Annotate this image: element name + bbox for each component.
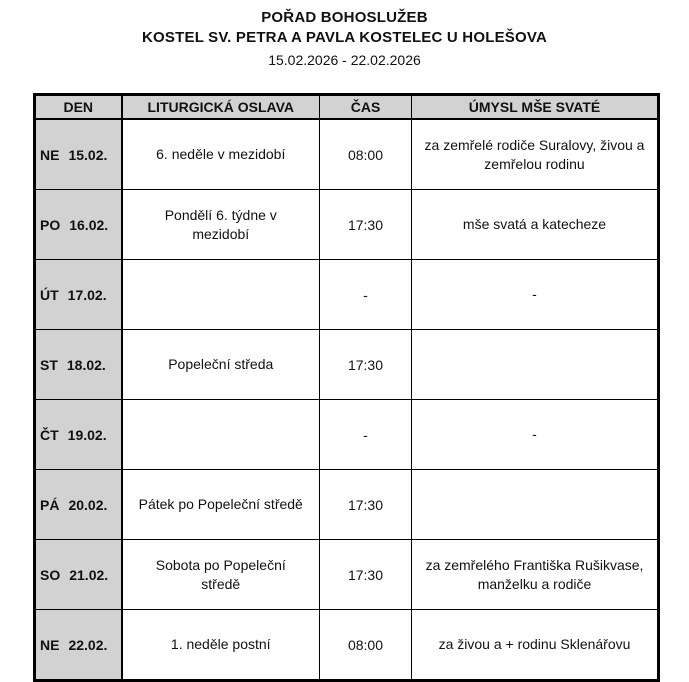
day-cell xyxy=(35,330,122,400)
intention-cell: mše svatá a katecheze xyxy=(412,190,659,260)
day-abbr: ST xyxy=(40,356,58,373)
day-abbr: PÁ xyxy=(40,496,60,513)
table-row xyxy=(35,330,659,400)
time-cell: - xyxy=(320,400,412,470)
day-cell xyxy=(35,119,122,190)
celebration-cell xyxy=(122,260,320,330)
day-date: 21.02. xyxy=(69,566,109,583)
day-cell xyxy=(35,190,122,260)
day-abbr: ČT xyxy=(40,426,59,443)
table-row xyxy=(35,400,659,470)
time-cell: 08:00 xyxy=(320,610,412,681)
table-body xyxy=(35,119,659,681)
time-cell: 17:30 xyxy=(320,330,412,400)
column-header-cas: ČAS xyxy=(320,95,412,120)
time-cell: 17:30 xyxy=(320,190,412,260)
title-block xyxy=(0,0,689,70)
header-row xyxy=(35,95,659,120)
intention-cell xyxy=(412,330,659,400)
celebration-cell: Popeleční středa xyxy=(122,330,320,400)
day-date: 20.02. xyxy=(68,496,108,513)
day-date: 16.02. xyxy=(69,216,109,233)
celebration-cell: Sobota po Popeleční středě xyxy=(122,540,320,610)
day-date: 19.02. xyxy=(67,426,107,443)
table-row xyxy=(35,610,659,681)
page-title: POŘAD BOHOSLUŽEB xyxy=(261,9,428,26)
day-date: 22.02. xyxy=(68,636,108,653)
intention-cell: za zemřelé rodiče Suralovy, živou a zemřelou rodinu xyxy=(412,119,659,190)
celebration-cell: 1. neděle postní xyxy=(122,610,320,681)
day-date: 18.02. xyxy=(66,356,106,373)
celebration-cell: 6. neděle v mezidobí xyxy=(122,119,320,190)
day-cell xyxy=(35,470,122,540)
intention-cell xyxy=(412,470,659,540)
celebration-cell xyxy=(122,400,320,470)
day-cell xyxy=(35,400,122,470)
table-row xyxy=(35,470,659,540)
schedule-table xyxy=(33,93,660,682)
column-header-liturgicka-oslava: LITURGICKÁ OSLAVA xyxy=(122,95,320,120)
intention-cell: - xyxy=(412,260,659,330)
intention-cell: - xyxy=(412,400,659,470)
table-header xyxy=(35,95,659,120)
intention-cell: za živou a + rodinu Sklenářovu xyxy=(412,610,659,681)
table-row xyxy=(35,190,659,260)
day-abbr: PO xyxy=(40,216,61,233)
day-abbr: NE xyxy=(40,636,60,653)
time-cell: 08:00 xyxy=(320,119,412,190)
day-abbr: ÚT xyxy=(40,286,59,303)
church-name: KOSTEL SV. PETRA A PAVLA KOSTELEC U HOLEŠOVA xyxy=(142,29,547,46)
celebration-cell: Pátek po Popeleční středě xyxy=(122,470,320,540)
day-date: 17.02. xyxy=(67,286,107,303)
time-cell: 17:30 xyxy=(320,540,412,610)
day-cell xyxy=(35,610,122,681)
celebration-cell: Pondělí 6. týdne v mezidobí xyxy=(122,190,320,260)
day-abbr: SO xyxy=(40,566,61,583)
day-cell xyxy=(35,540,122,610)
column-header-umysl-mse-svate: ÚMYSL MŠE SVATÉ xyxy=(412,95,659,120)
column-header-den: DEN xyxy=(35,95,122,120)
date-range: 15.02.2026 - 22.02.2026 xyxy=(268,52,421,68)
day-cell xyxy=(35,260,122,330)
time-cell: - xyxy=(320,260,412,330)
intention-cell: za zemřelého Františka Rušikvase, manželku a rodiče xyxy=(412,540,659,610)
day-date: 15.02. xyxy=(68,146,108,163)
time-cell: 17:30 xyxy=(320,470,412,540)
table-row xyxy=(35,260,659,330)
table-row xyxy=(35,540,659,610)
table-row xyxy=(35,119,659,190)
day-abbr: NE xyxy=(40,146,60,163)
